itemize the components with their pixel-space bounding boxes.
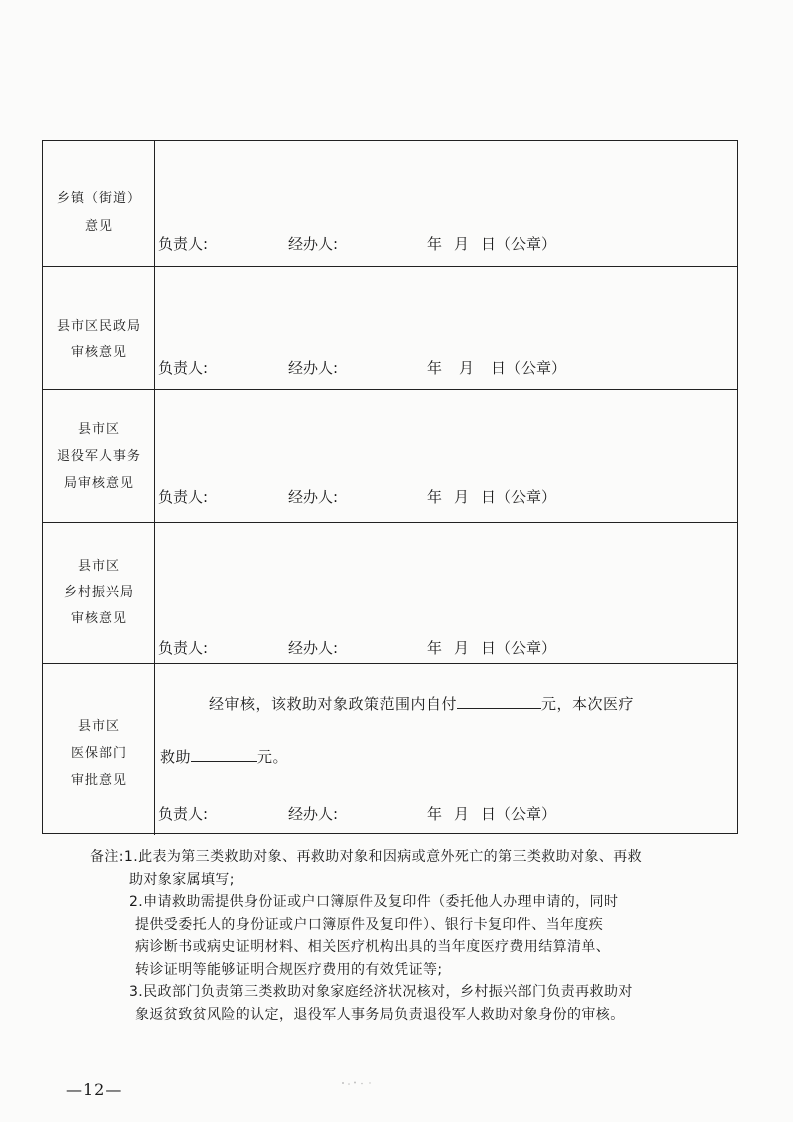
assistance-amount-line bbox=[160, 747, 288, 766]
responsible-person-label: 负责人: bbox=[158, 805, 209, 823]
assistance-amount-blank[interactable] bbox=[191, 747, 257, 762]
row-label-veterans-affairs bbox=[43, 390, 155, 522]
date-seal-label bbox=[427, 488, 556, 506]
month-label: 月 bbox=[454, 805, 470, 823]
handler-label: 经办人: bbox=[288, 639, 339, 657]
month-label: 月 bbox=[459, 359, 475, 377]
handler-label: 经办人: bbox=[288, 359, 339, 377]
day-seal-label: 日（公章） bbox=[481, 235, 557, 253]
self-pay-amount-blank[interactable] bbox=[457, 694, 541, 709]
label-line: 医保部门 bbox=[70, 746, 127, 761]
row-veterans-affairs-review bbox=[43, 390, 737, 523]
date-seal-label bbox=[427, 639, 556, 657]
responsible-person-label: 负责人: bbox=[158, 359, 209, 377]
remark-3-line: 象返贫致贫风险的认定，退役军人事务局负责退役军人救助对象身份的审核。 bbox=[135, 1006, 625, 1023]
row-medical-insurance-approval bbox=[43, 664, 737, 835]
year-label: 年 bbox=[427, 639, 443, 657]
label-line: 县市区 bbox=[77, 559, 120, 574]
label-line: 局审核意见 bbox=[63, 476, 134, 491]
handler-label: 经办人: bbox=[288, 235, 339, 253]
responsible-person-label: 负责人: bbox=[158, 235, 209, 253]
approval-form-table bbox=[42, 140, 738, 834]
label-line: 乡镇（街道） bbox=[56, 191, 141, 206]
page-number: —12— bbox=[66, 1080, 123, 1099]
row-rural-revitalization-review bbox=[43, 523, 737, 664]
row-township-opinion bbox=[43, 141, 737, 267]
label-line: 审核意见 bbox=[70, 611, 127, 626]
label-line: 乡村振兴局 bbox=[63, 585, 134, 600]
handler-label: 经办人: bbox=[288, 488, 339, 506]
remark-2-line: 转诊证明等能够证明合规医疗费用的有效凭证等; bbox=[135, 961, 443, 978]
row-civil-affairs-review bbox=[43, 267, 737, 390]
responsible-person-label: 负责人: bbox=[158, 488, 209, 506]
self-pay-suffix: 元，本次医疗 bbox=[541, 695, 635, 713]
date-seal-label bbox=[427, 805, 556, 823]
label-line: 县市区民政局 bbox=[56, 319, 141, 334]
row-label-medical-insurance bbox=[43, 664, 155, 835]
assistance-text: 救助 bbox=[160, 748, 192, 766]
row-label-township bbox=[43, 141, 155, 266]
remark-2-line: 病诊断书或病史证明材料、相关医疗机构出具的当年度医疗费用结算清单、 bbox=[135, 939, 611, 955]
responsible-person-label: 负责人: bbox=[158, 639, 209, 657]
date-seal-label bbox=[427, 359, 566, 377]
label-line: 县市区 bbox=[77, 719, 120, 734]
year-label: 年 bbox=[427, 359, 443, 377]
year-label: 年 bbox=[427, 805, 443, 823]
remark-2-line: 提供受委托人的身份证或户口簿原件及复印件）、银行卡复印件、当年度疾 bbox=[135, 916, 604, 933]
label-line: 县市区 bbox=[77, 422, 120, 437]
scan-smudge-mark bbox=[340, 1080, 376, 1086]
month-label: 月 bbox=[454, 235, 470, 253]
day-seal-label: 日（公章） bbox=[481, 805, 557, 823]
day-seal-label: 日（公章） bbox=[491, 359, 567, 377]
day-seal-label: 日（公章） bbox=[481, 639, 557, 657]
date-seal-label bbox=[427, 235, 556, 253]
label-line: 意见 bbox=[84, 219, 113, 234]
self-pay-amount-line bbox=[209, 694, 634, 713]
label-line: 审核意见 bbox=[70, 345, 127, 360]
month-label: 月 bbox=[454, 639, 470, 657]
remark-2-line: 2.申请救助需提供身份证或户口簿原件及复印件（委托他人办理申请的，同时 bbox=[129, 894, 619, 910]
remarks-section bbox=[90, 846, 710, 1026]
day-seal-label: 日（公章） bbox=[481, 488, 557, 506]
label-line: 退役军人事务 bbox=[56, 449, 141, 464]
year-label: 年 bbox=[427, 235, 443, 253]
assistance-suffix: 元。 bbox=[257, 748, 289, 766]
label-line: 审批意见 bbox=[70, 773, 127, 788]
remark-1-line: 备注:1.此表为第三类救助对象、再救助对象和因病或意外死亡的第三类救助对象、再救 bbox=[90, 849, 643, 865]
row-label-rural-revitalization bbox=[43, 523, 155, 663]
year-label: 年 bbox=[427, 488, 443, 506]
row-label-civil-affairs bbox=[43, 267, 155, 389]
handler-label: 经办人: bbox=[288, 805, 339, 823]
self-pay-text: 经审核，该救助对象政策范围内自付 bbox=[209, 695, 458, 713]
remark-1-line: 助对象家属填写; bbox=[129, 871, 235, 888]
month-label: 月 bbox=[454, 488, 470, 506]
remark-3-line: 3.民政部门负责第三类救助对象家庭经济状况核对，乡村振兴部门负责再救助对 bbox=[129, 984, 633, 1000]
